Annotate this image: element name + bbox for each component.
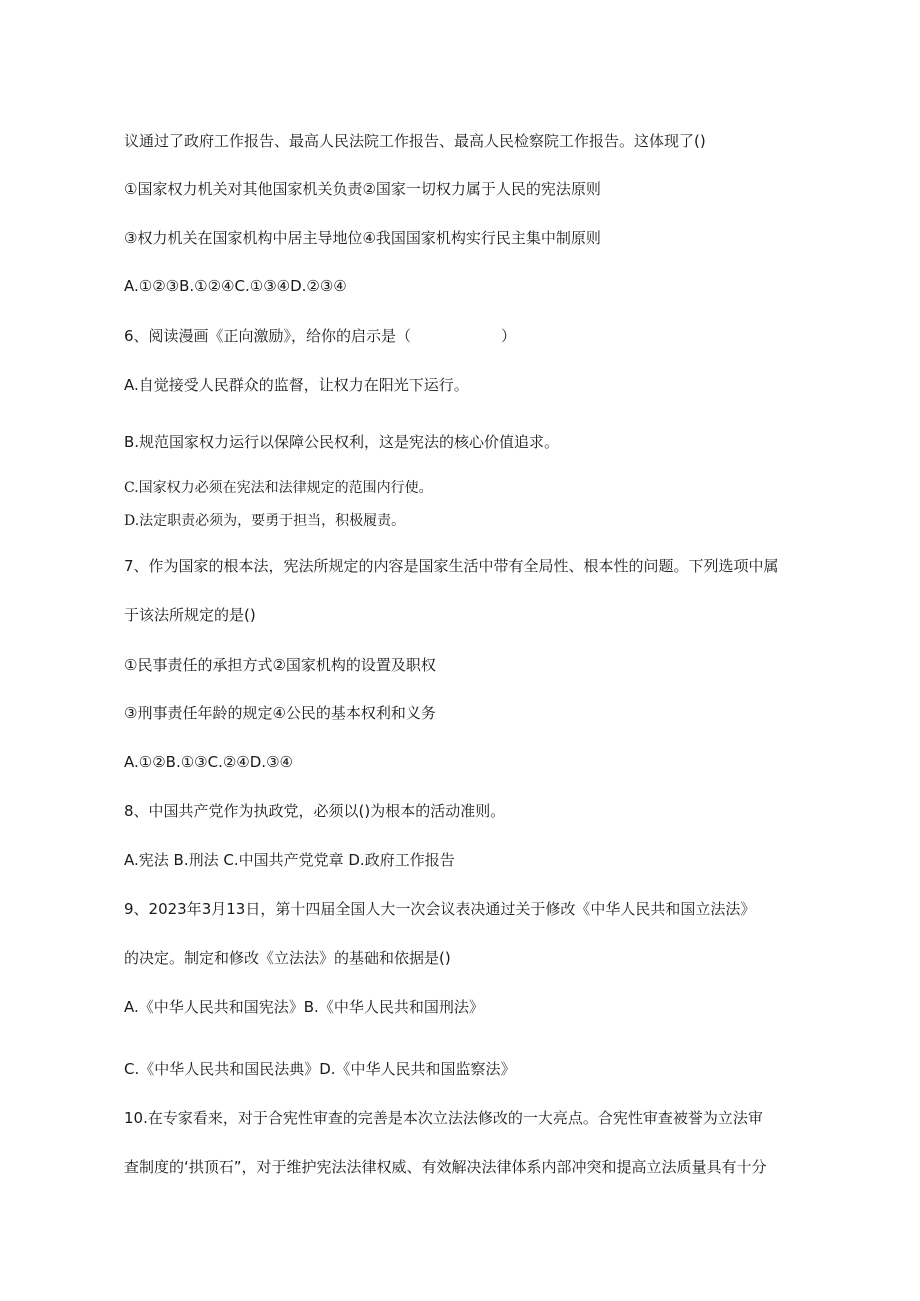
text-line: ③刑事责任年龄的规定④公民的基本权利和义务	[124, 704, 436, 722]
question-8-stem: 8、中国共产党作为执政党，必须以()为根本的活动准则。	[124, 802, 506, 820]
question-7-stem: 7、作为国家的根本法，宪法所规定的内容是国家生活中带有全局性、根本性的问题。下列选项中属	[124, 557, 779, 575]
text-line: ①民事责任的承担方式②国家机构的设置及职权	[124, 656, 436, 674]
question-9-stem: 9、2023年3月13日，第十四届全国人大一次会议表决通过关于修改《中华人民共和国立法法》	[124, 900, 756, 918]
option-c: C.国家权力必须在宪法和法律规定的范围内行使。	[124, 480, 433, 496]
answer-options-line: A.①②③B.①②④C.①③④D.②③④	[124, 277, 347, 295]
question-9-stem-cont: 的决定。制定和修改《立法法》的基础和依据是()	[124, 949, 451, 967]
option-a: A.自觉接受人民群众的监督，让权力在阳光下运行。	[124, 376, 469, 394]
answer-options-line: C.《中华人民共和国民法典》D.《中华人民共和国监察法》	[124, 1060, 516, 1078]
option-b: B.规范国家权力运行以保障公民权利，这是宪法的核心价值追求。	[124, 433, 560, 451]
option-d: D.法定职责必须为，要勇于担当，积极履责。	[124, 513, 406, 529]
question-7-stem-cont: 于该法所规定的是()	[124, 606, 256, 624]
answer-options-line: A.宪法 B.刑法 C.中国共产党党章 D.政府工作报告	[124, 851, 455, 869]
question-6-stem: 6、阅读漫画《正向激励》，给你的启示是（ ）	[124, 327, 517, 345]
question-10-stem: 10.在专家看来，对于合宪性审查的完善是本次立法法修改的一大亮点。合宪性审查被誉为立法审	[124, 1109, 763, 1127]
text-line: 议通过了政府工作报告、最高人民法院工作报告、最高人民检察院工作报告。这体现了()	[124, 132, 706, 150]
text-line: ③权力机关在国家机构中居主导地位④我国国家机构实行民主集中制原则	[124, 229, 601, 247]
question-10-stem-cont: 查制度的‘拱顶石”，对于维护宪法法律权威、有效解决法律体系内部冲突和提高立法质量具有十分	[124, 1158, 767, 1176]
answer-options-line: A.①②B.①③C.②④D.③④	[124, 753, 293, 771]
text-line: ①国家权力机关对其他国家机关负责②国家一切权力属于人民的宪法原则	[124, 180, 601, 198]
answer-options-line: A.《中华人民共和国宪法》B.《中华人民共和国刑法》	[124, 998, 484, 1016]
